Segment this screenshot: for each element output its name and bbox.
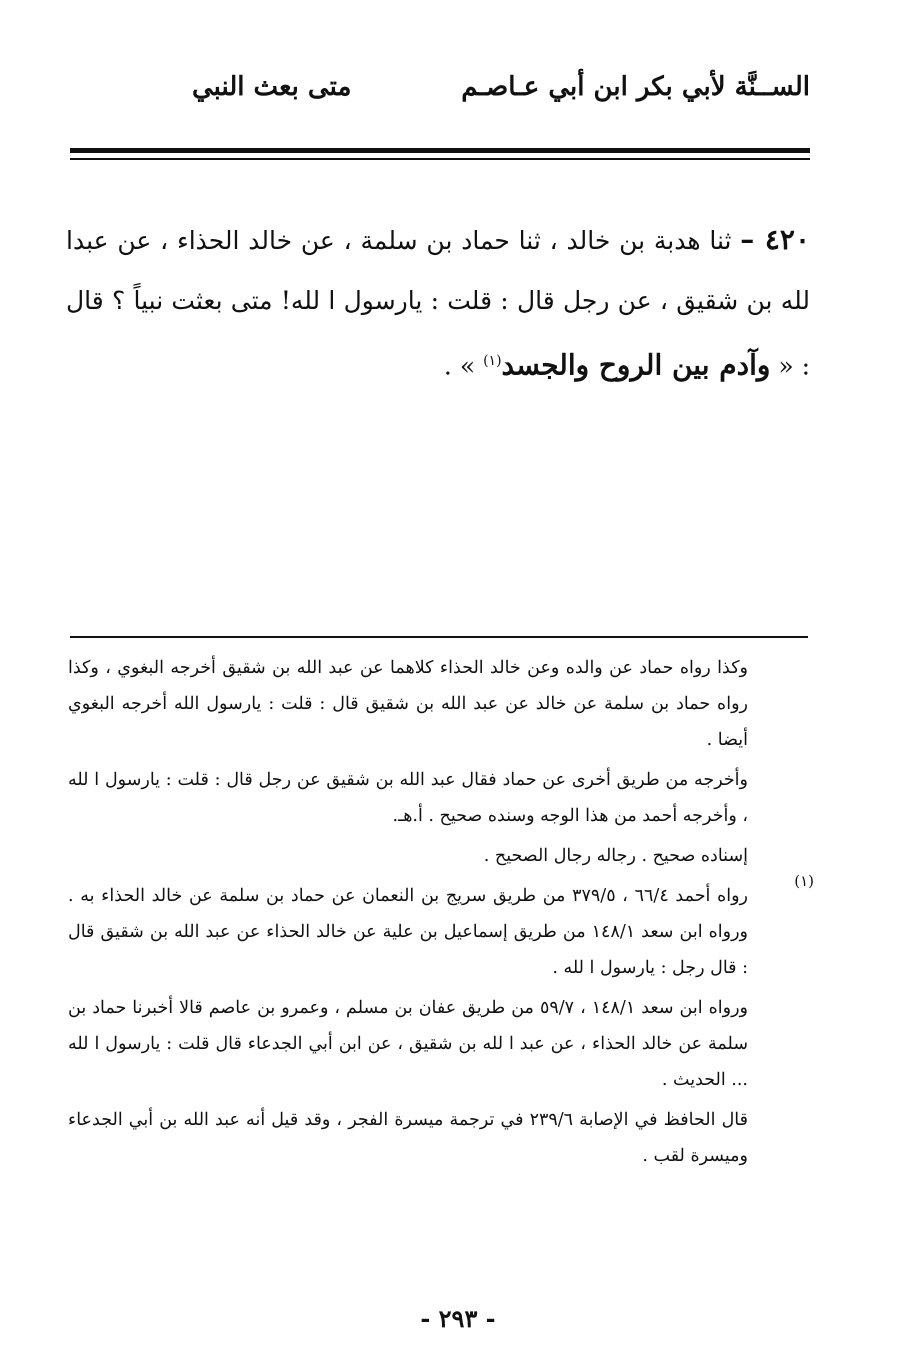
header-rule-thin (70, 158, 810, 160)
chapter-title: متى بعث النبي (192, 72, 352, 102)
hadith-closing: » . (443, 351, 484, 381)
footnote-marker: (١) (794, 872, 814, 890)
footnote-paragraph: رواه أحمد ٦٦/٤ ، ٣٧٩/٥ من طريق سريج بن النعمان عن حماد بن سلمة عن خالد الحذاء به . ورواه ابن سعد ١٤٨/١ من طريق إسماعيل بن علية عن خالد الحذاء عن عبد الله بن شقيق قال : قال رجل : يارسول ا لله . (68, 886, 749, 978)
hadith-number: ٤٢٠ – (740, 223, 811, 256)
footnote-paragraph: وأخرجه من طريق أخرى عن حماد فقال عبد الله بن شقيق عن رجل قال : قلت : يارسول ا لله ، وأخرجه أحمد من هذا الوجه وسنده صحيح . أ.هـ. (68, 770, 748, 826)
footnote-paragraph: قال الحافظ في الإصابة ٢٣٩/٦ في ترجمة ميسرة الفجر ، وقد قيل أنه عبد الله بن أبي الجدعاء وميسرة لقب . (68, 1110, 748, 1166)
page-number: - ٢٩٣ - (420, 1304, 496, 1333)
header-rule-thick (70, 148, 810, 153)
footnote-paragraph: وكذا رواه حماد عن والده وعن خالد الحذاء كلاهما عن عبد الله بن شقيق أخرجه البغوي ، وكذا رواه حماد بن سلمة عن خالد عن عبد الله بن شقيق قال : قلت : يارسول الله أخرجه البغوي أيضا . (68, 658, 748, 750)
footnote-paragraph: ورواه ابن سعد ١٤٨/١ ، ٥٩/٧ من طريق عفان بن مسلم ، وعمرو بن عاصم قالا أخبرنا حماد بن سلمة عن خالد الحذاء ، عن عبد ا لله بن شقيق ، عن ابن أبي الجدعاء قال قلت : يارسول ا لله ... الحديث . (68, 998, 748, 1090)
hadith-text (66, 210, 810, 396)
hadith-quote: وآدم بين الروح والجسد (501, 348, 771, 382)
book-title: الســنَّة لأبي بكر ابن أبي عـاصـم (461, 72, 810, 102)
hadith-chain: ثنا هدبة بن خالد ، ثنا حماد بن سلمة ، عن خالد الحذاء ، عن عبدا لله بن شقيق ، عن رجل قال : قلت : يارسول ا لله! متى بعثت نبياً ؟ قال : « (66, 226, 810, 381)
footnotes (68, 650, 748, 1178)
footnote-paragraph: إسناده صحيح . رجاله رجال الصحيح . (483, 846, 748, 866)
running-header (70, 72, 810, 116)
footnote-reference: (١) (483, 353, 502, 369)
footnote-separator (70, 636, 808, 638)
